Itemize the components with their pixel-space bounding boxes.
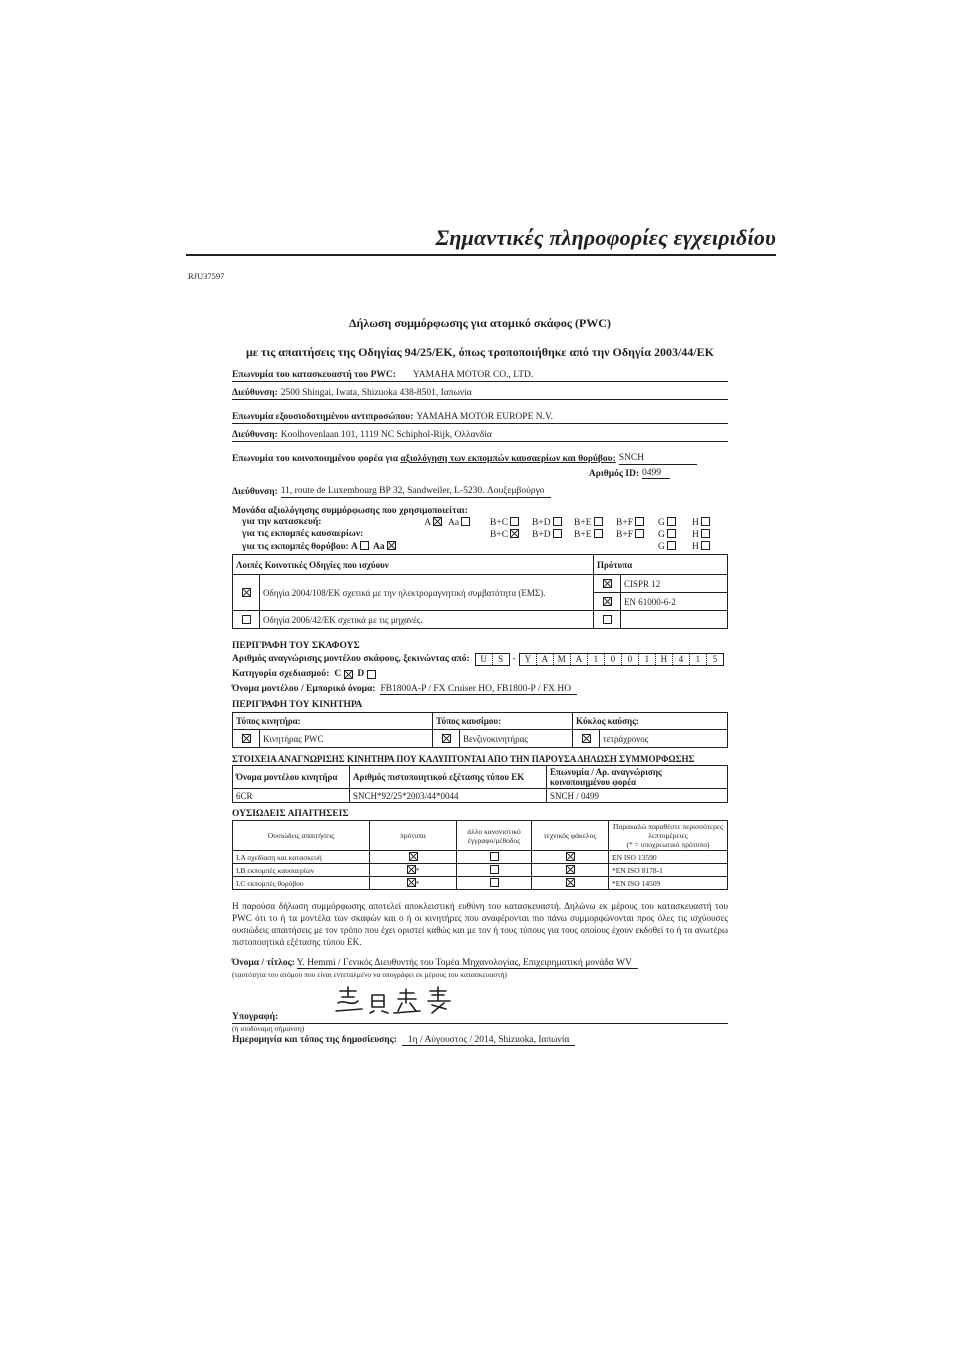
date-place-row: Ημερομηνία και τόπος της δημοσίευσης: 1η / Αύγουστος / 2014, Shizuoka, Ιαπωνία [232, 1033, 728, 1047]
standard-cispr: CISPR 12 [621, 575, 728, 593]
manufacturer-address-field [232, 382, 728, 400]
representative-address-field [232, 424, 728, 442]
checkbox-checked-icon [566, 878, 575, 887]
checkbox-empty-icon [360, 541, 369, 550]
checkbox-empty-icon [701, 541, 710, 550]
checkbox-empty-icon [667, 541, 676, 550]
checkbox-checked-icon [407, 865, 416, 874]
checkbox-empty-icon [553, 517, 562, 526]
requirement-row: I.C εκπομπές θορύβου * *EN ISO 14509 [233, 877, 728, 890]
craft-section-title: ΠΕΡΙΓΡΑΦΗ ΤΟΥ ΣΚΑΦΟΥΣ [232, 641, 360, 651]
modules-noise-row: για τις εκπομπές θορύβου: A Aa G H [232, 540, 728, 552]
requirements-table: Ουσιώδεις απαιτήσεις πρότυπα άλλο κανονιστικό έγγραφο/μέθοδος τεχνικός φάκελος Παρακαλώ παραθέστε περισσότερες λεπτομέρειες (* = υποχρεωτικό πρότυπο) I.A σχεδίαση και κατασκευή EN ISO 13590 I.B εκπομπές καυσαερίων * *EN ISO 8178-1 I.C εκπομπές θορύβου * *EN ISO 14509 [232, 820, 728, 890]
document-code: RJU37597 [188, 271, 225, 281]
checkbox-empty-icon [242, 615, 251, 624]
representative-field [232, 406, 728, 424]
requirement-row: I.A σχεδίαση και κατασκευή EN ISO 13590 [233, 851, 728, 864]
engine-section-title: ΠΕΡΙΓΡΑΦΗ ΤΟΥ ΚΙΝΗΤΗΡΑ [232, 700, 363, 710]
assessment-modules [232, 506, 728, 552]
modules-title: Μονάδα αξιολόγησης συμμόρφωσης που χρησιμοποιείται: [232, 506, 468, 516]
page-title: Σημαντικές πληροφορίες εγχειριδίου [435, 225, 776, 250]
signature-note: (ή ισοδύναμη σήμανση) [232, 1024, 305, 1033]
notified-body-value: SNCH [619, 453, 697, 465]
requirement-row: I.B εκπομπές καυσαερίων * *EN ISO 8178-1 [233, 864, 728, 877]
checkbox-empty-icon [490, 852, 499, 861]
hull-id-row: Αριθμός αναγνώρισης μοντέλου σκάφους, ξεκινώντας από: U S - Y A M A 1 0 0 1 H 4 1 5 [232, 652, 728, 666]
checkbox-checked-icon [387, 541, 396, 550]
model-name-row: Όνομα μοντέλου / Εμπορικό όνομα: FB1800A-P / FX Cruiser HO, FB1800-P / FX HO [232, 682, 728, 696]
manufacturer-field [232, 364, 728, 382]
address-label: Διεύθυνση: [232, 388, 278, 398]
signatory-name-note: (ταυτότητα του ατόμου που είναι εντεταλμένο να υπογράφει εκ μέρους του κατασκευαστή) [232, 970, 507, 979]
representative-address: Koolhovenlaan 101, 1119 NC Schiphol-Rijk, Ολλανδία [280, 430, 492, 440]
checkbox-empty-icon [367, 670, 376, 679]
date-place-value: 1η / Αύγουστος / 2014, Shizuoka, Ιαπωνία [402, 1035, 576, 1046]
checkbox-checked-icon [242, 588, 251, 597]
notified-body-address: 11, route de Luxembourg BP 32, Sandweiler, L-5230. Λουξεμβούργο [281, 486, 551, 498]
checkbox-checked-icon [242, 734, 251, 743]
checkbox-empty-icon [594, 517, 603, 526]
notified-body-field [232, 448, 728, 465]
checkbox-checked-icon [510, 529, 519, 538]
directives-header: Λοιπές Κοινοτικές Οδηγίες που ισχύουν [233, 555, 594, 575]
manufacturer-label: Επωνυμία του κατασκευαστή του PWC: [232, 370, 396, 380]
signature-area [232, 983, 728, 1011]
directives-table [232, 554, 728, 629]
checkbox-checked-icon [409, 852, 418, 861]
checkbox-empty-icon [603, 615, 612, 624]
model-name-value: FB1800A-P / FX Cruiser HO, FB1800-P / FX HO [380, 684, 577, 695]
checkbox-empty-icon [701, 529, 710, 538]
checkbox-empty-icon [701, 517, 710, 526]
address-label: Διεύθυνση: [232, 487, 278, 497]
engine-id-table: Όνομα μοντέλου κινητήρα Αριθμός πιστοποιητικού εξέτασης τύπου ΕΚ Επωνυμία / Αρ. αναγνώρισης κοινοποιημένου φορέα 6CR SNCH*92/25*2003/44*0044 SNCH / 0499 [232, 765, 728, 803]
checkbox-checked-icon [603, 579, 612, 588]
checkbox-checked-icon [433, 517, 442, 526]
engine-id-section-title: ΣΤΟΙΧΕΙΑ ΑΝΑΓΝΩΡΙΣΗΣ ΚΙΝΗΤΗΡΑ ΠΟΥ ΚΑΛΥΠΤΟΝΤΑΙ ΑΠΟ ΤΗΝ ΠΑΡΟΥΣΑ ΔΗΛΩΣΗ ΣΥΜΜΟΡΦΩΣΗΣ [232, 754, 695, 764]
checkbox-checked-icon [344, 670, 353, 679]
id-value: 0499 [642, 468, 670, 479]
checkbox-empty-icon [553, 529, 562, 538]
declaration-form [232, 310, 728, 1047]
address-label: Διεύθυνση: [232, 430, 278, 440]
declaration-title: Δήλωση συμμόρφωσης για ατομικό σκάφος (PWC) [349, 316, 611, 330]
hull-id-code-boxes: Y A M A 1 0 0 1 H 4 1 5 [519, 653, 724, 666]
signatory-name-value: Y. Hemmi / Γενικός Διευθυντής του Τομέα Μηχανολογίας, Επιχειρηματική μονάδα WV [297, 958, 638, 969]
checkbox-checked-icon [407, 878, 416, 887]
checkbox-checked-icon [582, 734, 591, 743]
standard-en61000: EN 61000-6-2 [621, 593, 728, 611]
declaration-subtitle: με τις απαιτήσεις της Οδηγίας 94/25/ΕΚ, όπως τροποποιήθηκε από την Οδηγία 2003/44/ΕΚ [246, 345, 714, 359]
notified-body-label: Επωνυμία του κοινοποιημένου φορέα για αξιολόγηση των εκπομπών καυσαερίων και θορύβου: [232, 454, 616, 464]
directive-machinery: Οδηγία 2006/42/ΕΚ σχετικά με τις μηχανές. [260, 611, 594, 629]
id-label: Αριθμός ID: [588, 469, 639, 479]
checkbox-empty-icon [635, 517, 644, 526]
signature-row: Υπογραφή: [232, 1011, 728, 1024]
manufacturer-value: YAMAHA MOTOR CO., LTD. [412, 370, 534, 380]
title-rule [186, 254, 776, 256]
notified-body-address-field [232, 481, 728, 498]
checkbox-empty-icon [635, 529, 644, 538]
checkbox-empty-icon [490, 865, 499, 874]
representative-value: YAMAHA MOTOR EUROPE N.V. [416, 412, 554, 422]
checkbox-checked-icon [603, 597, 612, 606]
directive-emc: Οδηγία 2004/108/ΕΚ σχετικά με την ηλεκτρομαγνητική συμβατότητα (ΕΜΣ). [260, 575, 594, 611]
checkbox-empty-icon [667, 517, 676, 526]
modules-exhaust-row: για τις εκπομπές καυσαερίων: B+C B+D B+E B+F G H [232, 528, 728, 540]
checkbox-empty-icon [461, 517, 470, 526]
checkbox-checked-icon [566, 865, 575, 874]
checkbox-empty-icon [594, 529, 603, 538]
signatory-name-row: Όνομα / τίτλος: Y. Hemmi / Γενικός Διευθυντής του Τομέα Μηχανολογίας, Επιχειρηματική μονάδα WV [232, 956, 728, 970]
checkbox-checked-icon [566, 852, 575, 861]
conformity-statement: Η παρούσα δήλωση συμμόρφωσης αποτελεί αποκλειστική ευθύνη του κατασκευαστή. Δηλώνω εκ μέρους του κατασκευαστή του PWC ότι το ή τα μοντέλα των σκαφών και ο ή οι κινητήρες που αναφέρονται πιο πάνω συμμορφώνονται προς όλες τις ισχύουσες ουσιώδεις απαιτήσεις με τον τρόπο που έχει οριστεί καθώς και με τον ή τους τύπους για τους οποίους έχουν εκδοθεί το ή τα ανωτέρω πιστοποιητικά εξέτασης τύπου ΕΚ. [232, 901, 728, 947]
checkbox-empty-icon [667, 529, 676, 538]
representative-label: Επωνυμία εξουσιοδοτημένου αντιπροσώπου: [232, 412, 414, 422]
checkbox-empty-icon [490, 878, 499, 887]
design-category-row: Κατηγορία σχεδιασμού: C D [232, 667, 728, 681]
standards-header: Πρότυπα [594, 555, 728, 575]
checkbox-empty-icon [510, 517, 519, 526]
modules-construction-row: για την κατασκευή: A Aa B+C B+D B+E B+F G H [232, 516, 728, 528]
requirements-section-title: ΟΥΣΙΩΔΕΙΣ ΑΠΑΙΤΗΣΕΙΣ [232, 809, 349, 819]
hull-id-country-boxes: U S [475, 653, 510, 666]
engine-table: Τύπος κινητήρα: Τύπος καυσίμου: Κύκλος καύσης: Κινητήρας PWC Βενζινοκινητήρας τετράχρονος [232, 712, 728, 748]
checkbox-checked-icon [442, 734, 451, 743]
notified-body-id-row [232, 465, 728, 479]
manufacturer-address: 2500 Shingai, Iwata, Shizuoka 438-8501, Ιαπωνία [280, 388, 472, 398]
